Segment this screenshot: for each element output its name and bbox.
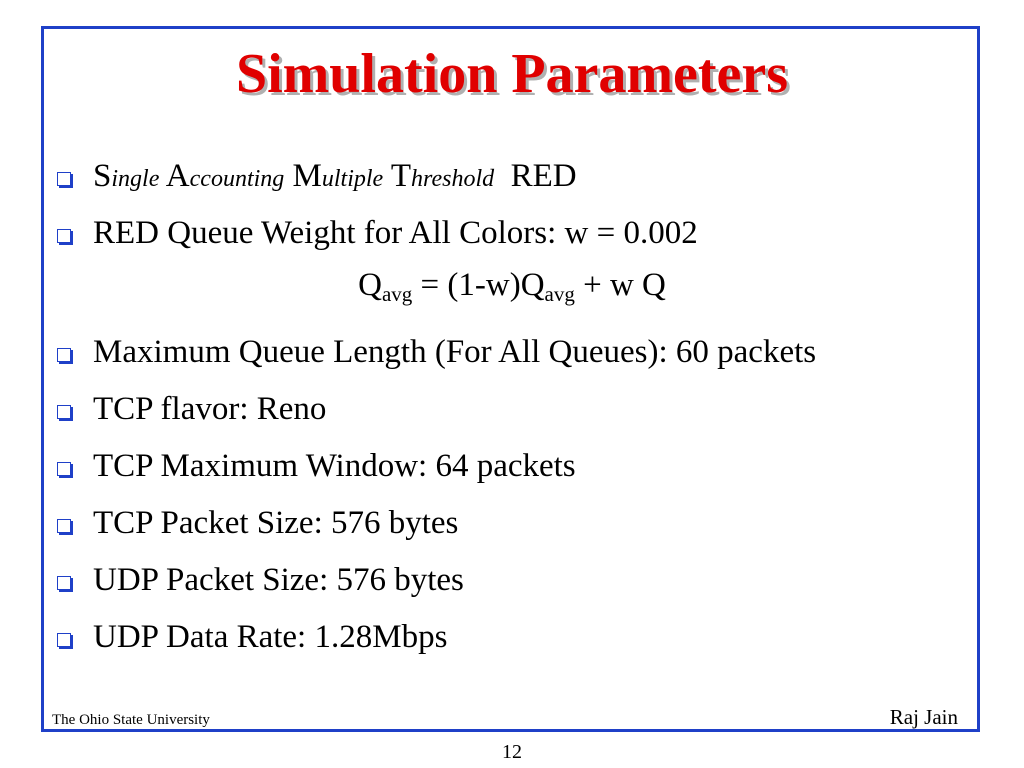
footer-institution: The Ohio State University [52,712,210,728]
bullet-item-tcp-packet-size [57,499,458,547]
bullet-item-udp-packet-size [57,556,464,604]
square-bullet-icon [57,348,71,362]
text-m-rest: ultiple [321,165,384,192]
text-red: RED [510,157,577,194]
formula-end: + w Q [574,267,666,303]
footer-author: Raj Jain [889,705,958,729]
text-s-cap: S [93,157,112,194]
formula-q: Q [358,267,382,303]
square-bullet-icon [57,462,71,476]
bullet-text [93,157,577,194]
bullet-text: UDP Packet Size: 576 bytes [93,561,464,598]
bullet-item-max-queue [57,328,816,376]
bullet-text: TCP Packet Size: 576 bytes [93,504,459,541]
bullet-item-srmt [57,152,577,200]
square-bullet-icon [57,519,71,533]
text-t-rest: hreshold [411,165,495,192]
text-t-cap: T [390,157,412,194]
text-s-rest: ingle [111,165,160,192]
square-bullet-icon [57,229,71,243]
bullet-text: TCP Maximum Window: 64 packets [93,447,576,484]
text-m-cap: M [292,157,322,194]
formula-subscript: avg [381,282,413,306]
formula-middle: = (1-w)Q [412,267,545,303]
bullet-item-queue-weight [57,209,698,257]
bullet-text: RED Queue Weight for All Colors: w = 0.002 [93,214,698,251]
queue-average-formula [0,267,1024,304]
bullet-text: Maximum Queue Length (For All Queues): 60 packets [93,333,817,370]
square-bullet-icon [57,633,71,647]
page-number: 12 [502,741,522,763]
square-bullet-icon [57,405,71,419]
bullet-item-tcp-window [57,442,576,490]
text-a-cap: A [165,157,190,194]
bullet-text: UDP Data Rate: 1.28Mbps [93,618,448,655]
bullet-item-tcp-flavor [57,385,326,433]
bullet-item-udp-data-rate [57,613,447,661]
square-bullet-icon [57,576,71,590]
bullet-text: TCP flavor: Reno [93,390,327,427]
square-bullet-icon [57,172,71,186]
slide-title: Simulation Parameters [235,43,789,105]
formula-subscript: avg [544,282,575,306]
text-a-rest: ccounting [189,165,285,192]
